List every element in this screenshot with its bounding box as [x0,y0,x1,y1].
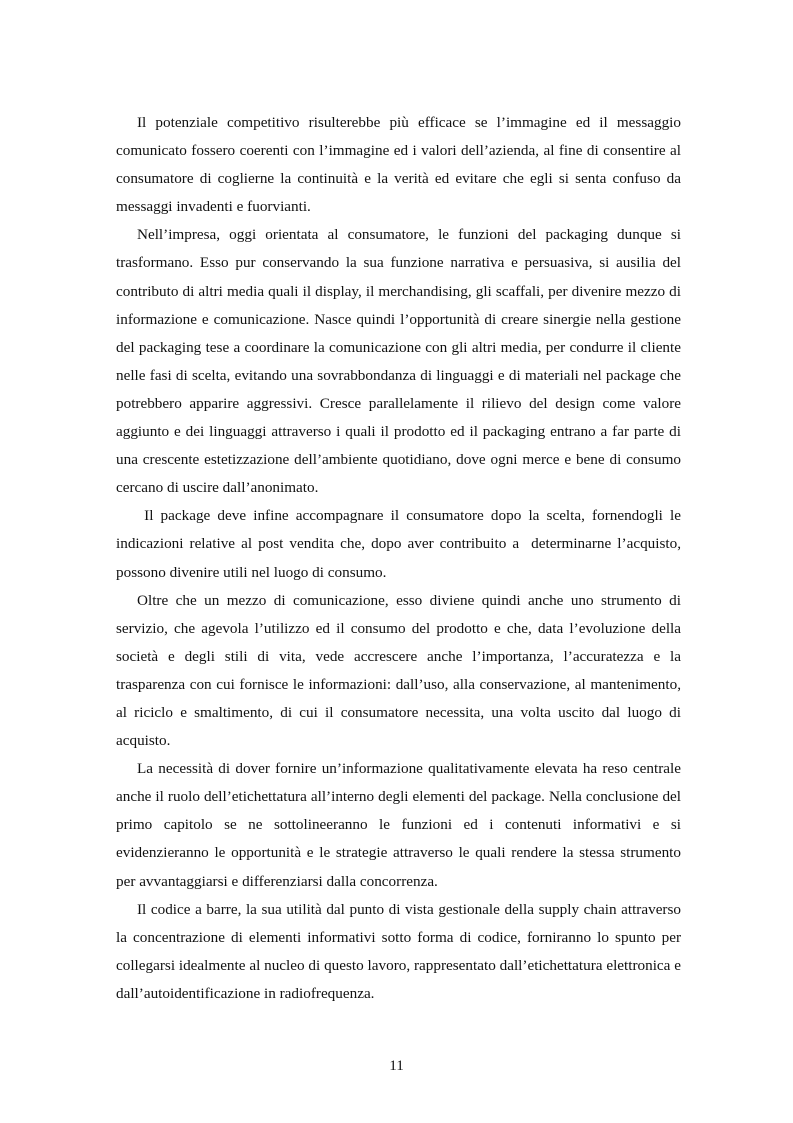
paragraph-3: Il package deve infine accompagnare il consumatore dopo la scelta, fornendogli le indicazioni relative al post vendita che, dopo aver contribuito a determinarne l’acquisto, possono divenire utili nel luogo di consumo. [116,507,685,581]
paragraph-2: Nell’impresa, oggi orientata al consumatore, le funzioni del packaging dunque si trasformano. Esso pur conservando la sua funzione narrativa e persuasiva, si ausilia del contributo di altri media quali il display, il merchandising, gli scaffali, per divenire mezzo di informazione e comunicazione. Nasce quindi l’opportunità di creare sinergie nella gestione del packaging tese a coordinare la comunicazione con gli altri media, per condurre il cliente nelle fasi di scelta, evitando una sovrabbondanza di linguaggi e di materiali nel package che potrebbero apparire aggressivi. Cresce parallelamente il rilievo del design come valore aggiunto e dei linguaggi attraverso i quali il prodotto ed il packaging entrano a far parte di una crescente estetizzazione dell’ambiente quotidiano, dove ogni merce e bene di consumo cercano di uscire dall’anonimato. [116,226,681,497]
page-number: 11 [389,1057,404,1074]
paragraph-6: Il codice a barre, la sua utilità dal punto di vista gestionale della supply chain attraverso la concentrazione di elementi informativi sotto forma di codice, forniranno lo spunto per collegarsi idealmente al nucleo di questo lavoro, rappresentato dall’etichettatura elettronica e dall’autoidentificazione in radiofrequenza. [116,900,681,1002]
paragraph-4: Oltre che un mezzo di comunicazione, esso diviene quindi anche uno strumento di servizio, che agevola l’utilizzo ed il consumo del prodotto e che, data l’evoluzione della società e degli stili di vita, vede accrescere anche l’importanza, l’accuratezza e la trasparenza con cui fornisce le informazioni: dall’uso, alla conservazione, al mantenimento, al riciclo e smaltimento, di cui il consumatore necessita, una volta uscito dal luogo di acquisto. [116,591,681,750]
paragraph-5: La necessità di dover fornire un’informazione qualitativamente elevata ha reso centrale anche il ruolo dell’etichettatura all’interno degli elementi del package. Nella conclusione del primo capitolo se ne sottolineeranno le funzioni ed i contenuti informativi e si evidenzieranno le opportunità e le strategie attraverso le quali rendere la stessa strumento per avvantaggiarsi e differenziarsi dalla concorrenza. [116,760,681,890]
body-text [116,109,685,1008]
paragraph-1: Il potenziale competitivo risulterebbe più efficace se l’immagine ed il messaggio comunicato fossero coerenti con l’immagine ed i valori dell’azienda, al fine di consentire al consumatore di coglierne la continuità e la verità ed evitare che egli si senta confuso da messaggi invadenti e fuorvianti. [116,114,681,216]
